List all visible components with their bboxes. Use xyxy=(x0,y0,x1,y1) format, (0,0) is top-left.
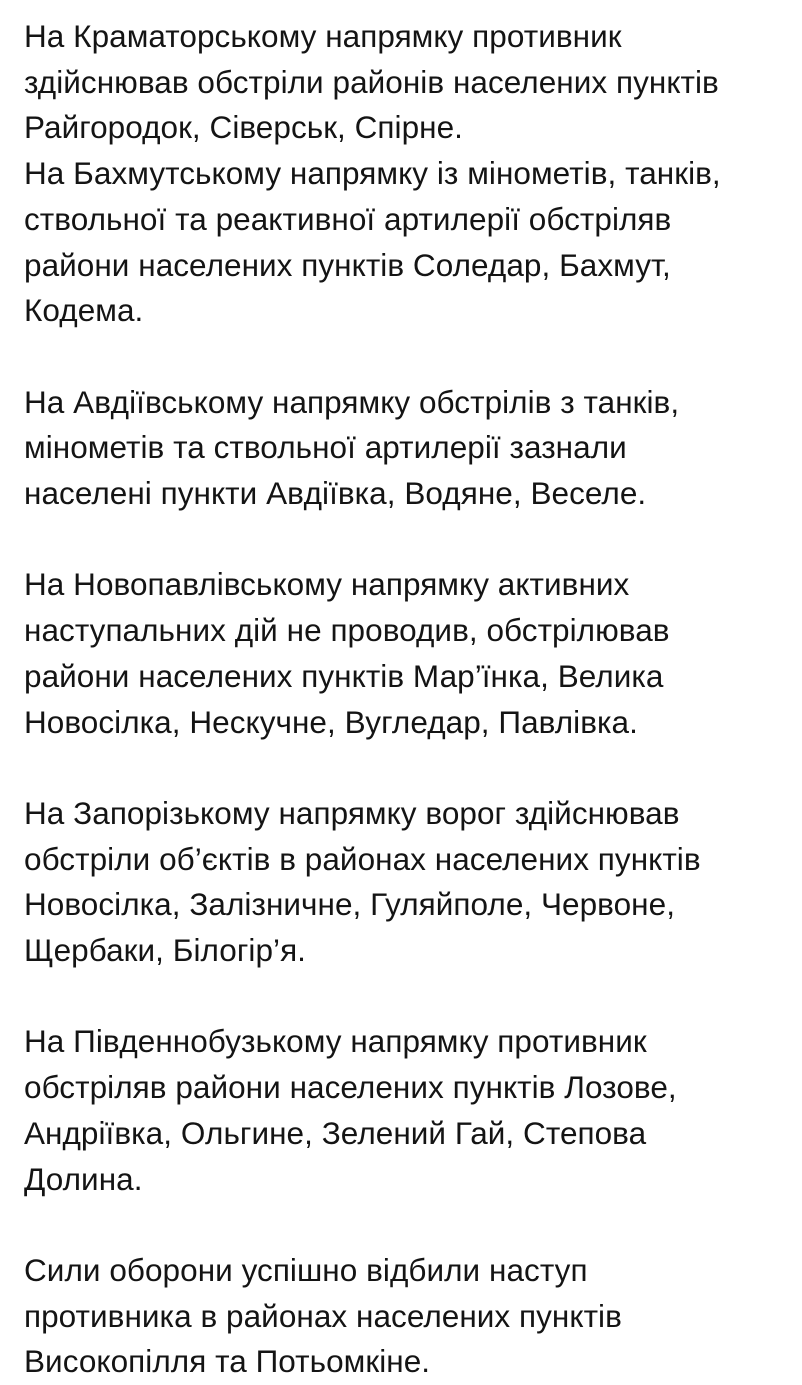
paragraph-pivdennobuzkyi: На Південнобузькому напрямку противник обстріляв райони населених пунктів Лозове, Андріївка, Ольгине, Зелений Гай, Степова Долина. xyxy=(24,1023,677,1197)
paragraph-kramatorsk: На Краматорському напрямку противник здійснював обстріли районів населених пунктів Райгородок, Сіверськ, Спірне. xyxy=(24,18,719,146)
paragraph-zaporizhzhia: На Запорізькому напрямку ворог здійснював обстріли об’єктів в районах населених пунктів Новосілка, Залізничне, Гуляйполе, Червоне, Щербаки, Білогір’я. xyxy=(24,794,701,969)
paragraph-avdiivka: На Авдіївському напрямку обстрілів з танків, мінометів та ствольної артилерії зазнали населені пункти Авдіївка, Водяне, Веселе. xyxy=(24,383,680,512)
paragraph-defense-forces: Сили оборони успішно відбили наступ противника в районах населених пунктів Високопілля та Потьомкіне. xyxy=(24,1251,622,1380)
paragraph-bakhmut: На Бахмутському напрямку із мінометів, танків, ствольної та реактивної артилерії обстріляв райони населених пунктів Соледар, Бахмут, Кодема. xyxy=(24,155,721,329)
message-text xyxy=(24,14,794,1385)
paragraph-novopavlivka: На Новопавлівському напрямку активних наступальних дій не проводив, обстрілював райони населених пунктів Мар’їнка, Велика Новосілка, Нескучне, Вугледар, Павлівка. xyxy=(24,566,670,740)
